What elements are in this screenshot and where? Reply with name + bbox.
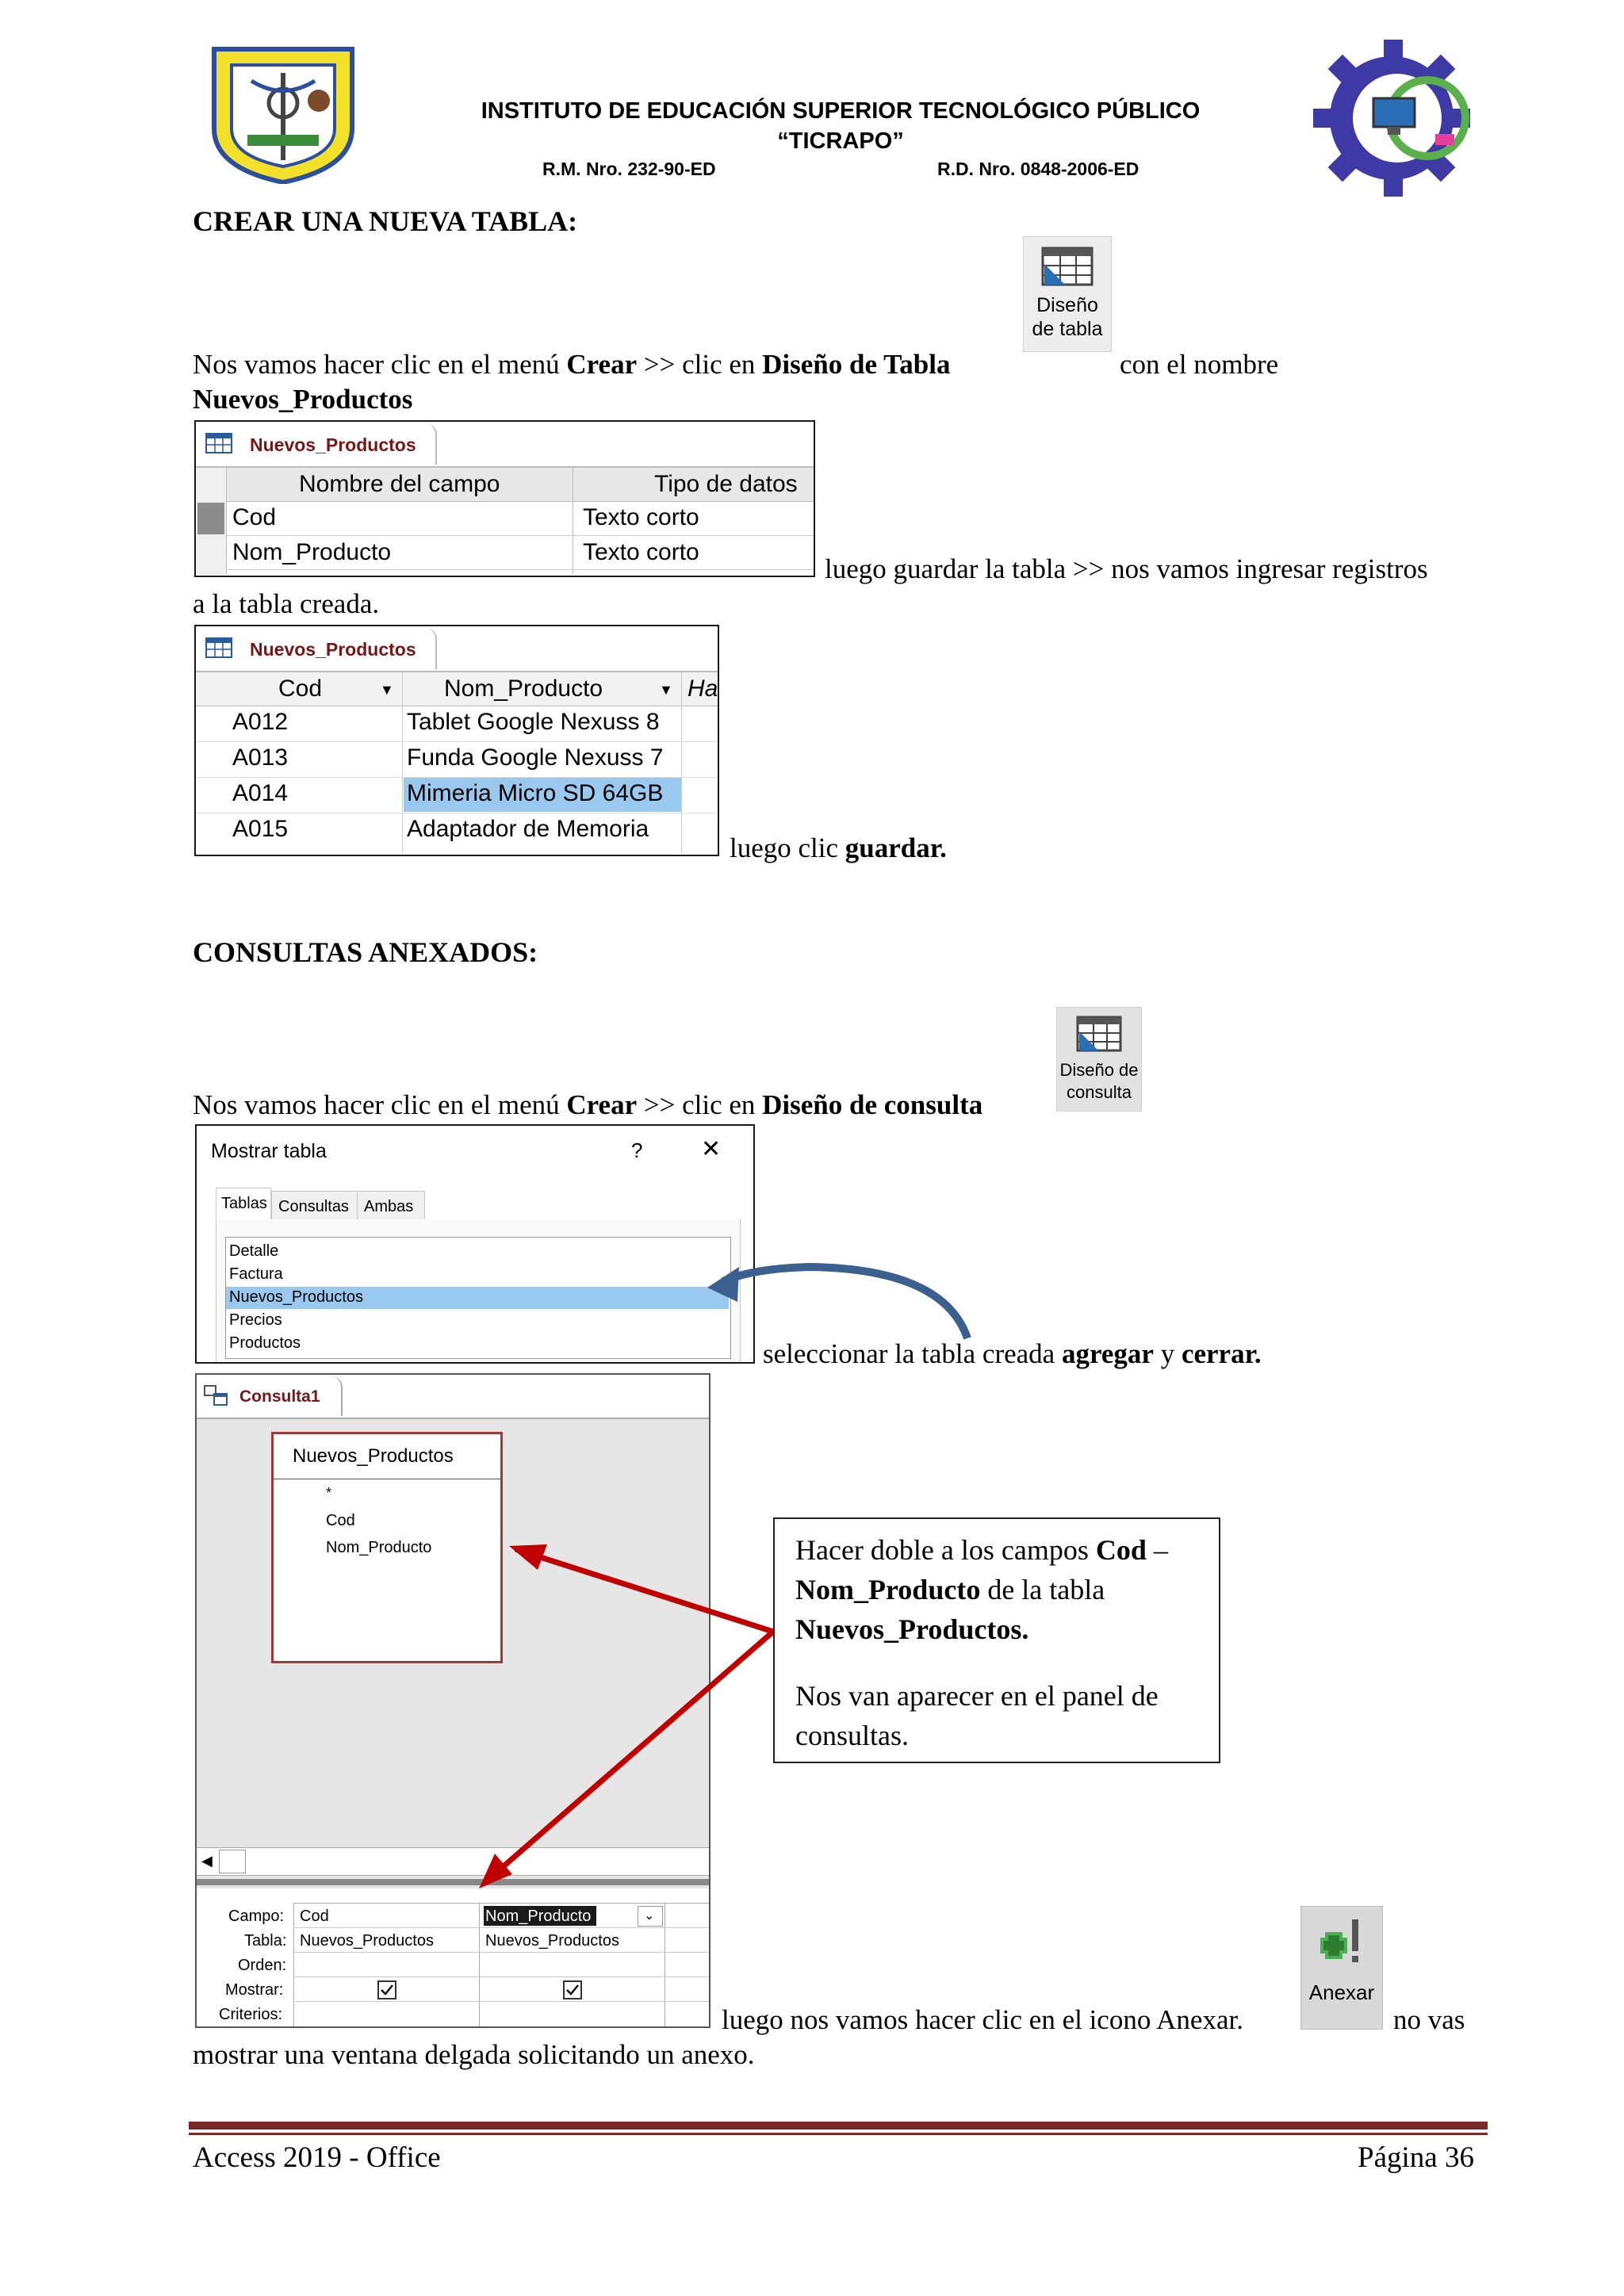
table-row-product[interactable]: Mimeria Micro SD 64GB <box>407 780 664 806</box>
field-name-cell[interactable]: Nom_Producto <box>232 539 392 565</box>
table-row-cod[interactable]: A013 <box>232 744 289 771</box>
table-tab-label: Nuevos_Productos <box>250 434 416 455</box>
query-design-button[interactable] <box>1056 1007 1142 1112</box>
paragraph-query-design: Nos vamos hacer clic en el menú Crear >> clic en Diseño de consulta <box>193 1089 983 1120</box>
grid-cell-campo-1[interactable]: Cod <box>300 1908 329 1925</box>
field-name-cell[interactable]: Cod <box>232 504 277 530</box>
help-icon[interactable]: ? <box>631 1138 643 1162</box>
query-tab[interactable] <box>198 1376 343 1416</box>
show-checkbox-1[interactable] <box>377 1980 396 1999</box>
table-design-icon <box>1040 245 1095 289</box>
table-row-cod[interactable]: A015 <box>232 816 289 842</box>
paragraph-save-table: luego guardar la tabla >> nos vamos ingresar registros <box>825 553 1428 584</box>
paragraph-append: luego nos vamos hacer clic en el icono Anexar. <box>722 2004 1243 2035</box>
table-icon <box>205 637 232 658</box>
column-header-data-type[interactable]: Tipo de datos <box>654 471 798 497</box>
query-design-icon <box>1074 1014 1124 1055</box>
grid-cell-tabla-1[interactable]: Nuevos_Productos <box>300 1932 434 1950</box>
table-list[interactable] <box>225 1237 731 1359</box>
left-logo <box>208 41 358 184</box>
tab-ambas[interactable]: Ambas <box>357 1191 425 1221</box>
table-tab[interactable] <box>197 423 437 465</box>
query-icon <box>203 1384 228 1406</box>
append-icon <box>1314 1911 1369 1970</box>
paragraph-append-line2: mostrar una ventana delgada solicitando un anexo. <box>193 2039 755 2070</box>
institute-short-name: “TICRAPO” <box>777 128 904 154</box>
institute-name: INSTITUTO DE EDUCACIÓN SUPERIOR TECNOLÓGICO PÚBLICO <box>481 98 1201 124</box>
show-checkbox-2[interactable] <box>563 1980 582 1999</box>
field-item-cod[interactable]: Cod <box>326 1512 355 1529</box>
table-row-product[interactable]: Funda Google Nexuss 7 <box>407 744 664 771</box>
chevron-down-icon: ⌄ <box>644 1908 655 1923</box>
instruction-callout: Hacer doble a los campos Cod – Nom_Producto de la tabla Nuevos_Productos. Nos van aparecer en el panel de consultas. <box>773 1517 1220 1763</box>
grid-label-criterios: Criterios: <box>219 2006 283 2023</box>
table-name-text: Nuevos_Productos <box>193 384 413 415</box>
section-title-new-table: CREAR UNA NUEVA TABLA: <box>193 205 578 237</box>
grid-label-campo: Campo: <box>228 1908 285 1925</box>
table-icon <box>205 433 232 453</box>
paragraph-select-table: seleccionar la tabla creada agregar y cerrar. <box>763 1338 1262 1369</box>
list-item[interactable]: Precios <box>229 1311 282 1329</box>
right-logo <box>1308 35 1483 201</box>
section-title-append-queries: CONSULTAS ANEXADOS: <box>193 936 538 968</box>
data-type-cell[interactable]: Texto corto <box>583 539 699 565</box>
list-item[interactable]: Detalle <box>229 1242 279 1260</box>
table-design-label-1: Diseño <box>1036 294 1098 316</box>
data-type-cell[interactable]: Texto corto <box>583 504 699 530</box>
rm-number: R.M. Nro. 232-90-ED <box>542 159 716 179</box>
check-icon <box>565 1982 580 1998</box>
page-number: Página 36 <box>1358 2141 1474 2174</box>
grid-label-mostrar: Mostrar: <box>225 1981 284 1999</box>
field-item-nom-producto[interactable]: Nom_Producto <box>326 1539 432 1556</box>
list-item[interactable]: Productos <box>229 1334 301 1352</box>
footer-rule-thin <box>189 2133 1488 2135</box>
dialog-title: Mostrar tabla <box>211 1140 327 1162</box>
blue-curved-arrow <box>682 1253 983 1348</box>
datasheet-window <box>194 625 719 856</box>
append-button[interactable] <box>1300 1906 1383 2030</box>
grid-cell-tabla-2[interactable]: Nuevos_Productos <box>485 1932 619 1950</box>
list-item[interactable]: Factura <box>229 1265 283 1283</box>
table-design-label-2: de tabla <box>1032 318 1103 340</box>
scroll-left-icon[interactable]: ◀ <box>201 1853 213 1869</box>
check-icon <box>379 1982 395 1998</box>
field-item-all[interactable]: * <box>326 1485 332 1501</box>
close-icon[interactable]: ✕ <box>701 1136 722 1162</box>
paragraph-save-table-end: a la tabla creada. <box>193 588 380 619</box>
sort-dropdown-icon[interactable]: ▼ <box>380 682 394 698</box>
column-header-field-name[interactable]: Nombre del campo <box>299 471 500 497</box>
table-design-button[interactable] <box>1023 236 1112 352</box>
row-selector[interactable] <box>197 503 224 534</box>
query-design-label-1: Diseño de <box>1059 1060 1139 1080</box>
tab-tablas[interactable]: Tablas <box>216 1188 271 1220</box>
table-design-window <box>194 420 815 577</box>
grid-label-tabla: Tabla: <box>244 1932 287 1950</box>
grid-label-orden: Orden: <box>238 1957 287 1974</box>
footer-left: Access 2019 - Office <box>193 2141 441 2174</box>
paragraph-create-table-end: con el nombre <box>1120 349 1279 380</box>
list-item-selected[interactable]: Nuevos_Productos <box>229 1288 363 1306</box>
field-list-title: Nuevos_Productos <box>293 1445 454 1467</box>
rd-number: R.D. Nro. 0848-2006-ED <box>937 159 1139 179</box>
red-arrows <box>468 1530 801 1895</box>
query-design-label-2: consulta <box>1067 1082 1132 1102</box>
append-label: Anexar <box>1308 1980 1375 2004</box>
table-row-cod[interactable]: A012 <box>232 709 289 735</box>
sort-dropdown-icon[interactable]: ▼ <box>659 682 673 698</box>
show-table-dialog <box>195 1124 755 1364</box>
table-row-product[interactable]: Adaptador de Memoria <box>407 816 649 842</box>
paragraph-append-end: no vas <box>1393 2004 1465 2035</box>
query-tab-label: Consulta1 <box>239 1387 320 1406</box>
field-dropdown[interactable] <box>638 1906 663 1927</box>
table-row-product[interactable]: Tablet Google Nexuss 8 <box>407 709 660 735</box>
footer-rule <box>189 2122 1488 2130</box>
paragraph-create-table: Nos vamos hacer clic en el menú Crear >> clic en Diseño de Tabla <box>193 349 951 380</box>
column-header-partial[interactable]: Ha <box>688 675 718 702</box>
paragraph-save-records: luego clic guardar. <box>730 832 947 863</box>
tab-consultas[interactable]: Consultas <box>271 1191 358 1221</box>
table-tab[interactable] <box>197 628 437 669</box>
column-header-cod[interactable]: Cod <box>278 675 323 702</box>
table-row-cod[interactable]: A014 <box>232 780 289 806</box>
grid-cell-campo-2[interactable]: Nom_Producto <box>485 1908 592 1925</box>
table-tab-label: Nuevos_Productos <box>250 639 416 660</box>
column-header-nom-producto[interactable]: Nom_Producto <box>444 675 603 702</box>
